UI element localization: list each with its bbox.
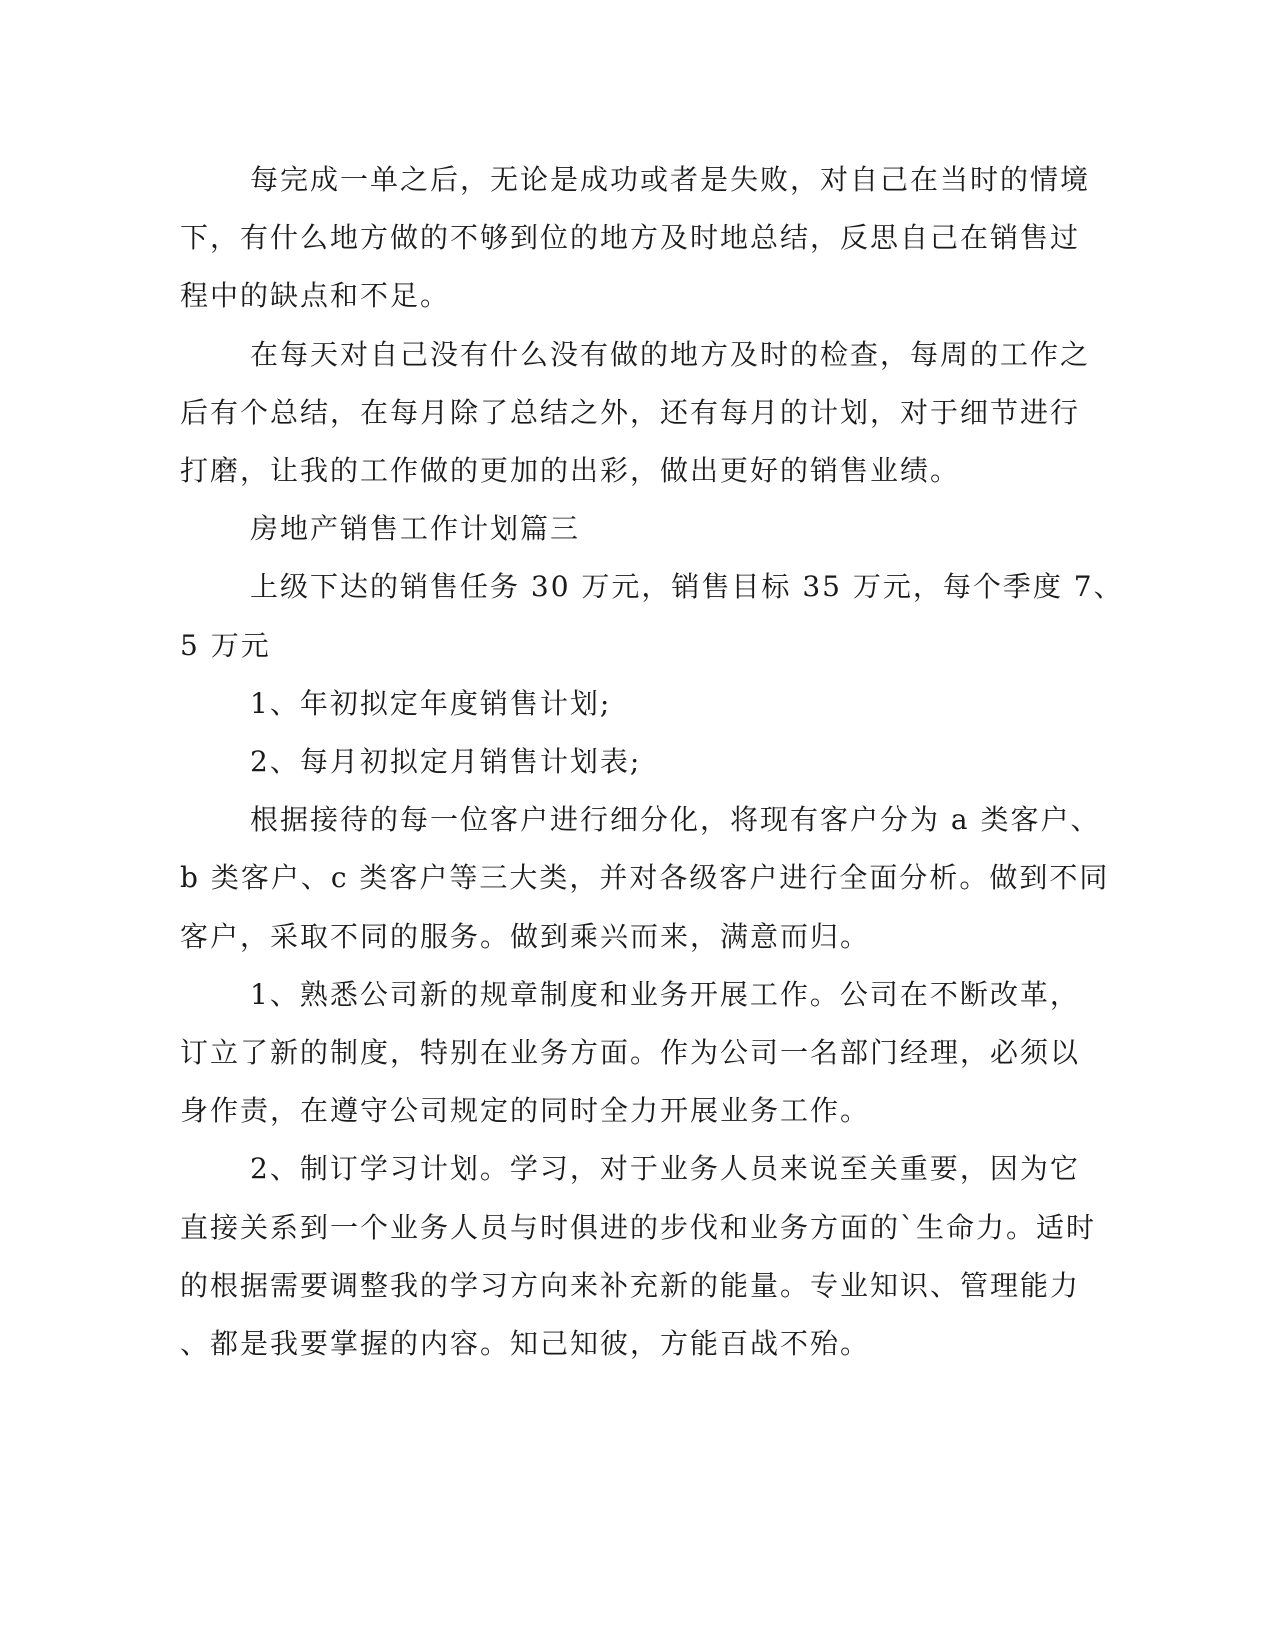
text-line: 身作责，在遵守公司规定的同时全力开展业务工作。 bbox=[180, 1094, 871, 1127]
text-line: 直接关系到一个业务人员与时俱进的步伐和业务方面的`生命力。适时 bbox=[180, 1211, 1097, 1244]
text-line: 每完成一单之后，无论是成功或者是失败，对自己在当时的情境 bbox=[250, 163, 1091, 196]
text-line: 程中的缺点和不足。 bbox=[180, 279, 451, 312]
list-item: 1、年初拟定年度销售计划; bbox=[250, 687, 612, 720]
text-line: b 类客户、c 类客户等三大类，并对各级客户进行全面分析。做到不同 bbox=[180, 861, 1110, 894]
list-item: 2、制订学习计划。学习，对于业务人员来说至关重要，因为它 bbox=[250, 1152, 1080, 1185]
text-line: 打磨，让我的工作做的更加的出彩，做出更好的销售业绩。 bbox=[180, 454, 961, 487]
list-item: 2、每月初拟定月销售计划表; bbox=[250, 745, 642, 778]
text-line: 、都是我要掌握的内容。知己知彼，方能百战不殆。 bbox=[180, 1327, 871, 1360]
text-line: 订立了新的制度，特别在业务方面。作为公司一名部门经理，必须以 bbox=[180, 1036, 1081, 1069]
text-line: 的根据需要调整我的学习方向来补充新的能量。专业知识、管理能力 bbox=[180, 1269, 1081, 1302]
text-line: 5 万元 bbox=[180, 629, 271, 662]
text-line: 后有个总结，在每月除了总结之外，还有每月的计划，对于细节进行 bbox=[180, 396, 1081, 429]
text-line: 根据接待的每一位客户进行细分化，将现有客户分为 a 类客户、 bbox=[250, 803, 1101, 836]
section-heading: 房地产销售工作计划篇三 bbox=[250, 512, 581, 545]
list-item: 1、熟悉公司新的规章制度和业务开展工作。公司在不断改革， bbox=[250, 978, 1080, 1011]
text-line: 下，有什么地方做的不够到位的地方及时地总结，反思自己在销售过 bbox=[180, 221, 1081, 254]
text-line: 上级下达的销售任务 30 万元，销售目标 35 万元，每个季度 7、 bbox=[250, 570, 1124, 603]
text-line: 客户，采取不同的服务。做到乘兴而来，满意而归。 bbox=[180, 920, 871, 953]
text-line: 在每天对自己没有什么没有做的地方及时的检查，每周的工作之 bbox=[250, 338, 1091, 371]
